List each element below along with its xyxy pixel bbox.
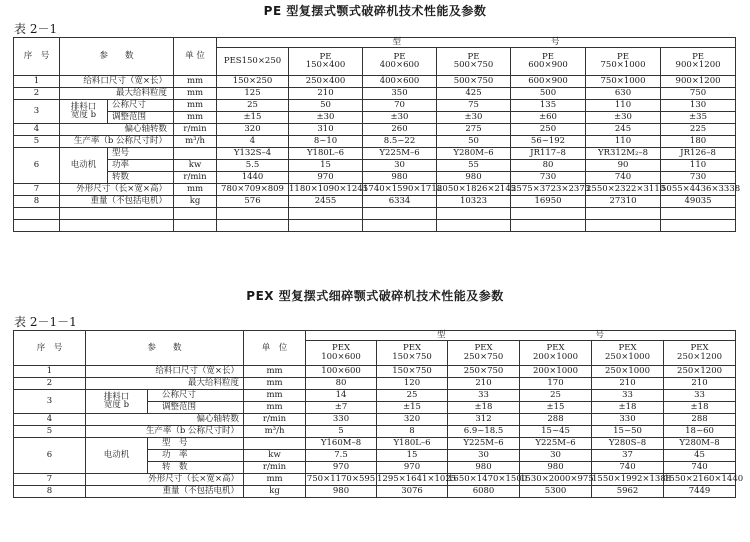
table-row (14, 87, 736, 99)
value: 4 (217, 135, 289, 147)
value: 1180×1090×1245 (289, 183, 369, 194)
value: Y225M–6 (448, 437, 520, 449)
unit: mm (174, 99, 217, 111)
value: 125 (217, 87, 289, 99)
table-row (14, 147, 736, 159)
value: 30 (448, 449, 520, 461)
table-row (14, 135, 736, 147)
param-name: 生产率（b 公称尺寸时） (60, 135, 174, 147)
unit: mm (244, 389, 306, 401)
value: 5.5 (217, 159, 289, 171)
model-header: PEX 250×750 (448, 340, 520, 365)
model-header: PE 500×750 (437, 47, 511, 75)
unit: m³/h (174, 135, 217, 147)
value: 980 (363, 171, 437, 183)
empty-cell (289, 207, 363, 219)
value: 90 (586, 159, 661, 171)
unit: m³/h (244, 425, 306, 437)
value: 980 (448, 461, 520, 473)
value: Y280S–8 (592, 437, 664, 449)
header-param: 参 数 (60, 38, 174, 76)
table-row (14, 99, 736, 111)
param-name: 偏心轴转数 (86, 413, 244, 425)
header-seq: 序 号 (14, 331, 86, 366)
value: 110 (586, 99, 661, 111)
value: 576 (217, 195, 289, 207)
table-row (14, 195, 736, 207)
value: 7.5 (306, 449, 377, 461)
table2-label: 表 2－1－1 (14, 315, 77, 329)
value: 30 (363, 159, 437, 171)
row-number: 1 (14, 75, 60, 87)
value: 750×1170×595 (306, 473, 376, 484)
value: ±35 (661, 111, 736, 123)
row-number: 4 (14, 413, 86, 425)
value: 740 (586, 171, 661, 183)
model-header: PES150×250 (217, 47, 289, 75)
value: 250×400 (289, 75, 363, 87)
value: 200×1000 (520, 365, 592, 377)
row-number: 3 (14, 99, 60, 123)
value: 49035 (661, 195, 736, 207)
value: ±30 (363, 111, 437, 123)
row-number: 5 (14, 425, 86, 437)
value: 50 (289, 99, 363, 111)
value: 250×1000 (592, 365, 664, 377)
table-row (14, 389, 736, 401)
empty-cell (586, 207, 661, 219)
param-name: 给料口尺寸（宽×长） (86, 365, 244, 377)
model-header: PE 750×1000 (586, 47, 661, 75)
empty-row (14, 207, 736, 219)
value: Y225M–6 (520, 437, 592, 449)
value: 27310 (586, 195, 661, 207)
param-sub: 调整范围 (108, 111, 174, 123)
table-row (14, 159, 736, 171)
unit: mm (244, 365, 306, 377)
value: 25 (377, 389, 448, 401)
value: 350 (363, 87, 437, 99)
model-header: PE 600×900 (511, 47, 586, 75)
row-number: 8 (14, 485, 86, 497)
row-number: 8 (14, 195, 60, 207)
unit: r/min (244, 413, 306, 425)
value: 730 (661, 171, 736, 183)
param-name: 最大给料粒度 (60, 87, 174, 99)
value: ±15 (520, 401, 592, 413)
unit (174, 147, 217, 159)
empty-cell (437, 207, 511, 219)
value: ±7 (306, 401, 377, 413)
table-row (14, 437, 736, 449)
empty-row (14, 219, 736, 231)
value: 288 (664, 413, 736, 425)
empty-cell (14, 207, 60, 219)
value: ±18 (448, 401, 520, 413)
row-number: 6 (14, 437, 86, 473)
pex-spec-table (13, 330, 744, 498)
value: Y132S–4 (217, 147, 289, 159)
value: 6334 (363, 195, 437, 207)
unit: r/min (174, 123, 217, 135)
param-name: 重量（不包括电机） (86, 485, 244, 497)
empty-cell (289, 219, 363, 231)
empty-cell (217, 207, 289, 219)
value: 30 (520, 449, 592, 461)
value: 245 (586, 123, 661, 135)
value: 2550×2322×3110 (586, 183, 666, 194)
value: 312 (448, 413, 520, 425)
value: 740 (664, 461, 736, 473)
value: 250×1200 (664, 365, 736, 377)
value: 6.9~18.5 (448, 425, 520, 437)
value: 110 (661, 159, 736, 171)
value: 18~60 (664, 425, 736, 437)
param-sub: 转数 (108, 171, 174, 183)
value: ±60 (511, 111, 586, 123)
value: 2575×3723×2373 (511, 183, 591, 194)
value: 15 (377, 449, 448, 461)
value: 55 (437, 159, 511, 171)
table-row (14, 473, 736, 485)
value: 80 (511, 159, 586, 171)
header-model-b: 号 (551, 37, 560, 47)
value: 250×750 (448, 365, 520, 377)
value: 110 (586, 135, 661, 147)
value: ±18 (592, 401, 664, 413)
param-sub: 公称尺寸 (108, 99, 174, 111)
header-model (306, 331, 736, 341)
header-param: 参 数 (86, 331, 244, 366)
unit: r/min (244, 461, 306, 473)
value: 56~192 (511, 135, 586, 147)
empty-cell (174, 219, 217, 231)
value: 100×600 (306, 365, 377, 377)
value: 330 (306, 413, 377, 425)
value: 225 (661, 123, 736, 135)
value: 970 (289, 171, 363, 183)
value: 980 (520, 461, 592, 473)
unit: mm (174, 87, 217, 99)
value: 70 (363, 99, 437, 111)
value: ±18 (664, 401, 736, 413)
param-group: 电动机 (60, 147, 108, 183)
value: 425 (437, 87, 511, 99)
value: 180 (661, 135, 736, 147)
value: 16950 (511, 195, 586, 207)
value: 150×250 (217, 75, 289, 87)
value: 730 (511, 171, 586, 183)
value: 5055×4436×3338 (661, 183, 741, 194)
value: 750 (661, 87, 736, 99)
value: 1740×1590×1718 (363, 183, 443, 194)
unit: mm (244, 473, 306, 485)
value: 320 (377, 413, 448, 425)
param-sub: 调整范围 (148, 401, 244, 413)
value: 120 (377, 377, 448, 389)
param-name: 偏心轴转数 (60, 123, 174, 135)
value: 2455 (289, 195, 363, 207)
value: JR126–8 (661, 147, 736, 159)
table-row (14, 485, 736, 497)
value: 10323 (437, 195, 511, 207)
header-model (217, 38, 736, 48)
row-number: 4 (14, 123, 60, 135)
value: 5300 (520, 485, 592, 497)
header-seq: 序 号 (14, 38, 60, 76)
unit: kg (244, 485, 306, 497)
value: ±30 (586, 111, 661, 123)
row-number: 2 (14, 87, 60, 99)
value: 210 (289, 87, 363, 99)
param-name: 最大给料粒度 (86, 377, 244, 389)
empty-cell (14, 219, 60, 231)
row-number: 7 (14, 183, 60, 195)
value: 1550×2160×1440 (664, 473, 744, 484)
value: 5962 (592, 485, 664, 497)
value: 750×1000 (586, 75, 661, 87)
header-model-b: 号 (595, 330, 605, 340)
value: 500×750 (437, 75, 511, 87)
empty-cell (60, 219, 174, 231)
value: JR117–8 (511, 147, 586, 159)
value: 740 (592, 461, 664, 473)
param-name: 外形尺寸（长×宽×高） (86, 473, 244, 485)
value: 210 (592, 377, 664, 389)
header-row (14, 331, 736, 341)
value: 25 (520, 389, 592, 401)
value: 75 (437, 99, 511, 111)
value: YR312M₂–8 (586, 147, 661, 159)
value: 1650×1470×1500 (448, 473, 528, 484)
param-name: 外形尺寸（长×宽×高） (60, 183, 174, 195)
value: Y160M–8 (306, 437, 377, 449)
value: Y225M–6 (363, 147, 437, 159)
value: Y180L–6 (289, 147, 363, 159)
value: 500 (511, 87, 586, 99)
value: ±15 (377, 401, 448, 413)
row-number: 1 (14, 365, 86, 377)
value: 2050×1826×2145 (437, 183, 517, 194)
value: 130 (661, 99, 736, 111)
param-name: 重量（不包括电机） (60, 195, 174, 207)
header-unit: 单 位 (244, 331, 306, 366)
value: 1530×2000×975 (520, 473, 594, 484)
empty-cell (511, 207, 586, 219)
value: 1440 (217, 171, 289, 183)
empty-cell (586, 219, 661, 231)
value: ±15 (217, 111, 289, 123)
table-row (14, 365, 736, 377)
value: 900×1200 (661, 75, 736, 87)
value: 1550×1992×1388 (592, 473, 672, 484)
value: 780×709×809 (217, 183, 289, 195)
param-name: 给料口尺寸（宽×长） (60, 75, 174, 87)
value: ±30 (437, 111, 511, 123)
table-row (14, 183, 736, 195)
param-group: 排料口 宽度 b (86, 389, 148, 413)
value: 135 (511, 99, 586, 111)
value: 80 (306, 377, 377, 389)
pe-spec-table (13, 37, 741, 232)
value: 15 (289, 159, 363, 171)
table1-title: PE 型复摆式颚式破碎机技术性能及参数 (263, 4, 487, 18)
table-row (14, 425, 736, 437)
value: 310 (289, 123, 363, 135)
model-header: PE 400×600 (363, 47, 437, 75)
value: 7449 (664, 485, 736, 497)
table-row (14, 123, 736, 135)
value: 980 (437, 171, 511, 183)
table-row (14, 75, 736, 87)
row-number: 2 (14, 377, 86, 389)
unit: kw (244, 449, 306, 461)
value: 6080 (448, 485, 520, 497)
value: 8.5~22 (363, 135, 437, 147)
table1-label: 表 2－1 (14, 22, 58, 36)
model-header: PE 150×400 (289, 47, 363, 75)
value: 970 (306, 461, 377, 473)
value: 33 (448, 389, 520, 401)
param-name: 生产率（b 公称尺寸时） (86, 425, 244, 437)
value: 33 (664, 389, 736, 401)
unit: mm (174, 75, 217, 87)
value: 210 (448, 377, 520, 389)
unit: mm (174, 183, 217, 195)
model-header: PE 900×1200 (661, 47, 736, 75)
empty-cell (60, 207, 174, 219)
value: 400×600 (363, 75, 437, 87)
table-row (14, 111, 736, 123)
value: 45 (664, 449, 736, 461)
value: 210 (664, 377, 736, 389)
empty-cell (661, 207, 736, 219)
value: ±30 (289, 111, 363, 123)
unit: mm (174, 111, 217, 123)
model-header: PEX 250×1000 (592, 340, 664, 365)
model-header: PEX 200×1000 (520, 340, 592, 365)
model-header: PEX 250×1200 (664, 340, 736, 365)
value: 288 (520, 413, 592, 425)
table-row (14, 171, 736, 183)
row-number: 3 (14, 389, 86, 413)
value: 15~50 (592, 425, 664, 437)
value: 630 (586, 87, 661, 99)
unit: mm (244, 377, 306, 389)
value: 1295×1641×1025 (377, 473, 457, 484)
empty-cell (437, 219, 511, 231)
empty-cell (174, 207, 217, 219)
value: Y180L–6 (377, 437, 448, 449)
value: 14 (306, 389, 377, 401)
value: 3076 (377, 485, 448, 497)
param-sub: 功 率 (148, 449, 244, 461)
param-sub: 转 数 (148, 461, 244, 473)
value: Y280M–8 (664, 437, 736, 449)
row-number: 6 (14, 147, 60, 183)
model-header: PEX 150×750 (377, 340, 448, 365)
table-row (14, 413, 736, 425)
unit: kw (174, 159, 217, 171)
value: 8 (377, 425, 448, 437)
unit (244, 437, 306, 449)
value: 15~45 (520, 425, 592, 437)
value: 37 (592, 449, 664, 461)
unit: r/min (174, 171, 217, 183)
value: 330 (592, 413, 664, 425)
value: 275 (437, 123, 511, 135)
param-sub: 功率 (108, 159, 174, 171)
model-header: PEX 100×600 (306, 340, 377, 365)
param-group: 排料口 宽度 b (60, 99, 108, 123)
empty-cell (661, 219, 736, 231)
empty-cell (363, 207, 437, 219)
header-row (14, 38, 736, 48)
value: 25 (217, 99, 289, 111)
table-row (14, 377, 736, 389)
empty-cell (363, 219, 437, 231)
value: 970 (377, 461, 448, 473)
header-unit: 单 位 (174, 38, 217, 76)
header-model-a: 型 (392, 37, 402, 47)
row-number: 7 (14, 473, 86, 485)
empty-cell (511, 219, 586, 231)
value: 980 (306, 485, 377, 497)
value: 600×900 (511, 75, 586, 87)
value: 170 (520, 377, 592, 389)
value: 150×750 (377, 365, 448, 377)
param-group: 电动机 (86, 437, 148, 473)
value: 5 (306, 425, 377, 437)
table2-title: PEX 型复摆式细碎颚式破碎机技术性能及参数 (246, 289, 504, 303)
param-sub: 型 号 (148, 437, 244, 449)
param-sub: 型号 (108, 147, 174, 159)
value: 33 (592, 389, 664, 401)
value: Y280M–6 (437, 147, 511, 159)
value: 8~10 (289, 135, 363, 147)
unit: mm (244, 401, 306, 413)
value: 320 (217, 123, 289, 135)
row-number: 5 (14, 135, 60, 147)
value: 250 (511, 123, 586, 135)
param-sub: 公称尺寸 (148, 389, 244, 401)
empty-cell (217, 219, 289, 231)
header-model-a: 型 (437, 330, 446, 340)
value: 50 (437, 135, 511, 147)
value: 260 (363, 123, 437, 135)
unit: kg (174, 195, 217, 207)
